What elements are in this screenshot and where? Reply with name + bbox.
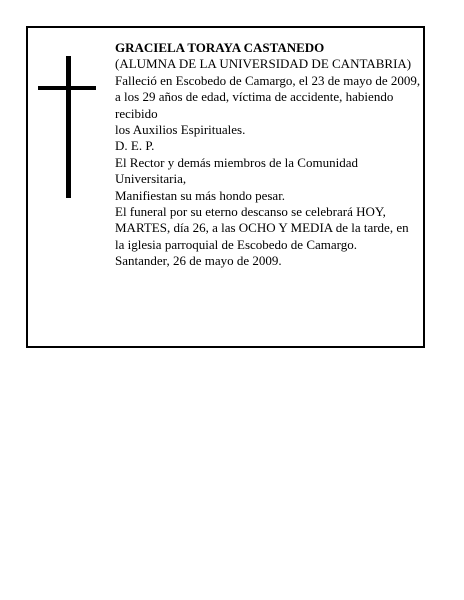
place-date: Santander, 26 de mayo de 2009. bbox=[115, 253, 282, 269]
obituary-notice bbox=[26, 26, 425, 348]
cross-vertical-bar bbox=[66, 56, 71, 198]
rip-line: D. E. P. bbox=[115, 138, 155, 154]
funeral-info: El funeral por su eterno descanso se celebrará HOY, MARTES, día 26, a las OCHO Y MEDIA de la tarde, en la iglesia parroquial de Escobedo de Camargo. bbox=[115, 204, 412, 252]
deceased-name: GRACIELA TORAYA CASTANEDO bbox=[115, 40, 325, 55]
notice-text bbox=[115, 40, 424, 270]
mourners-line: El Rector y demás miembros de la Comunidad Universitaria, bbox=[115, 154, 362, 187]
deceased-affiliation: (ALUMNA DE LA UNIVERSIDAD DE CANTABRIA) bbox=[115, 56, 412, 72]
death-statement: Falleció en Escobedo de Camargo, el 23 de mayo de 2009, a los 29 años de edad, víctima de accidente, habiendo recibido bbox=[115, 72, 424, 121]
cross-horizontal-bar bbox=[38, 86, 96, 90]
condolence-line: Manifiestan su más hondo pesar. bbox=[115, 187, 286, 203]
sacraments-line: los Auxilios Espirituales. bbox=[115, 122, 246, 138]
